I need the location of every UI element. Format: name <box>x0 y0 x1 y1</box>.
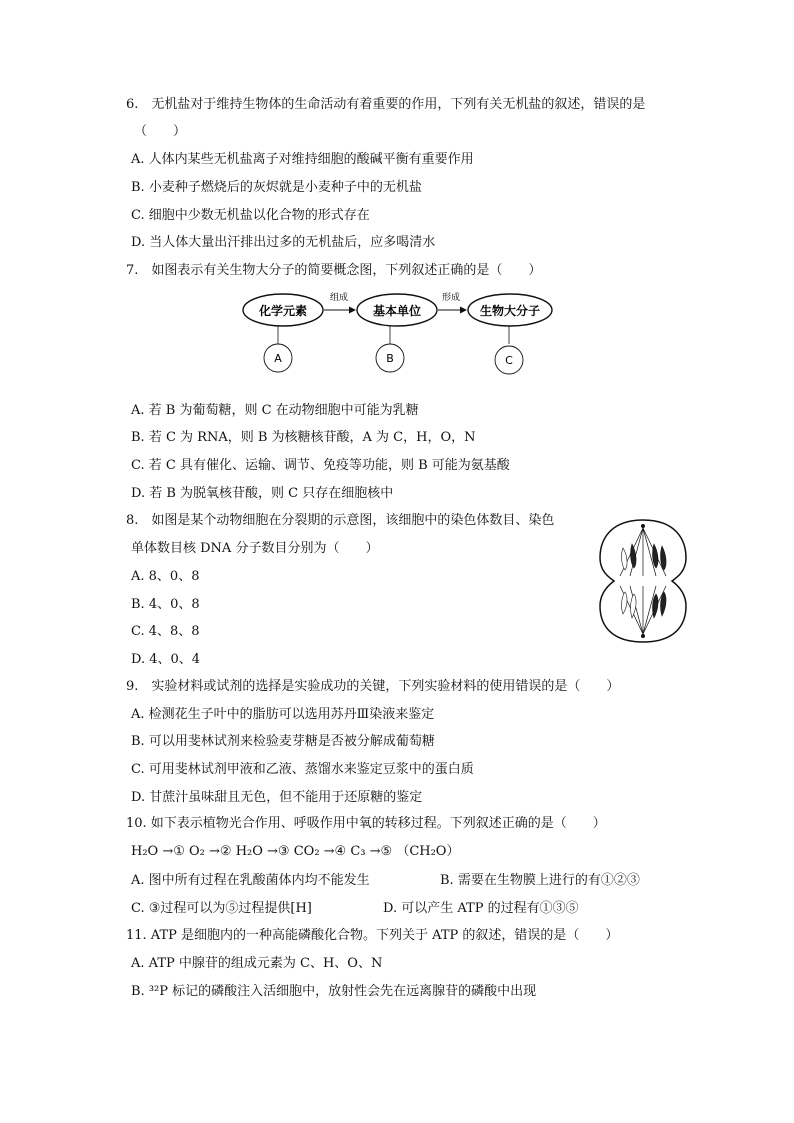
chromosomes-lower <box>622 592 667 618</box>
q6-option-a: A. 人体内某些无机盐离子对维持细胞的酸碱平衡有重要作用 <box>131 152 474 167</box>
q7-option-d: D. 若 B 为脱氧核苷酸，则 C 只存在细胞核中 <box>131 486 394 501</box>
q10-option-a: A. 图中所有过程在乳酸菌体内均不能发生 <box>131 873 370 888</box>
q10-formula: H₂O →① O₂ →② H₂O →③ CO₂ →④ C₃ →⑤ （CH₂O） <box>131 844 460 859</box>
diagram-circle-c-label: C <box>505 354 513 367</box>
q11-option-a: A. ATP 中腺苷的组成元素为 C、H、O、N <box>131 956 383 971</box>
diagram-arrow-compose-label: 组成 <box>329 293 349 303</box>
q11-stem: 11. ATP 是细胞内的一种高能磷酸化合物。下列关于 ATP 的叙述，错误的是（ ） <box>126 928 619 943</box>
q9-stem: 9. 实验材料或试剂的选择是实验成功的关键，下列实验材料的使用错误的是（ ） <box>126 679 620 694</box>
q6-answer-paren: （ ） <box>134 124 187 139</box>
q7-option-a: A. 若 B 为葡萄糖，则 C 在动物细胞中可能为乳糖 <box>131 403 419 418</box>
q10-option-d: D. 可以产生 ATP 的过程有①③⑤ <box>383 901 579 916</box>
q9-option-d: D. 甘蔗汁虽味甜且无色，但不能用于还原糖的鉴定 <box>131 790 423 805</box>
q6-option-b: B. 小麦种子燃烧后的灰烬就是小麦种子中的无机盐 <box>131 180 422 195</box>
chromosomes-upper <box>622 544 667 570</box>
q6-option-c: C. 细胞中少数无机盐以化合物的形式存在 <box>131 208 370 223</box>
diagram-label-unit: 基本单位 <box>372 304 422 318</box>
q8-stem-line2: 单体数目核 DNA 分子数目分别为（ ） <box>131 541 379 556</box>
q9-option-b: B. 可以用斐林试剂来检验麦芽糖是否被分解成葡萄糖 <box>131 734 435 749</box>
q8-option-a: A. 8、0、8 <box>131 569 200 584</box>
q7-stem: 7. 如图表示有关生物大分子的简要概念图，下列叙述正确的是（ ） <box>126 263 542 278</box>
diagram-label-macromolecule: 生物大分子 <box>479 304 541 318</box>
q11-option-b: B. ³²P 标记的磷酸注入活细胞中，放射性会先在远离腺苷的磷酸中出现 <box>131 984 537 999</box>
diagram-label-elements: 化学元素 <box>258 304 308 318</box>
q8-stem-line1: 8. 如图是某个动物细胞在分裂期的示意图，该细胞中的染色体数目、染色 <box>126 513 555 528</box>
q9-option-a: A. 检测花生子叶中的脂肪可以选用苏丹Ⅲ染液来鉴定 <box>131 707 435 722</box>
q9-option-c: C. 可用斐林试剂甲液和乙液、蒸馏水来鉴定豆浆中的蛋白质 <box>131 762 474 777</box>
q7-option-c: C. 若 C 具有催化、运输、调节、免疫等功能，则 B 可能为氨基酸 <box>131 458 510 473</box>
diagram-arrow-form-label: 形成 <box>441 293 461 303</box>
q8-option-b: B. 4、0、8 <box>131 597 200 612</box>
q8-cell-division-figure <box>598 516 688 646</box>
diagram-circle-b-label: B <box>386 352 394 365</box>
q10-option-c: C. ③过程可以为⑤过程提供[H] <box>131 901 312 916</box>
q7-option-b: B. 若 C 为 RNA，则 B 为核糖核苷酸，A 为 C，H，O，N <box>131 430 476 445</box>
q8-option-c: C. 4、8、8 <box>131 624 200 639</box>
q6-option-d: D. 当人体大量出汗排出过多的无机盐后，应多喝清水 <box>131 235 436 250</box>
q10-option-b: B. 需要在生物膜上进行的有①②③ <box>440 873 640 888</box>
q7-concept-diagram <box>238 288 558 380</box>
diagram-circle-a-label: A <box>274 352 282 365</box>
q10-stem: 10. 如下表示植物光合作用、呼吸作用中氧的转移过程。下列叙述正确的是（ ） <box>126 816 606 831</box>
q8-option-d: D. 4、0、4 <box>131 652 201 667</box>
q6-stem: 6. 无机盐对于维持生物体的生命活动有着重要的作用，下列有关无机盐的叙述，错误的是 <box>126 97 646 112</box>
